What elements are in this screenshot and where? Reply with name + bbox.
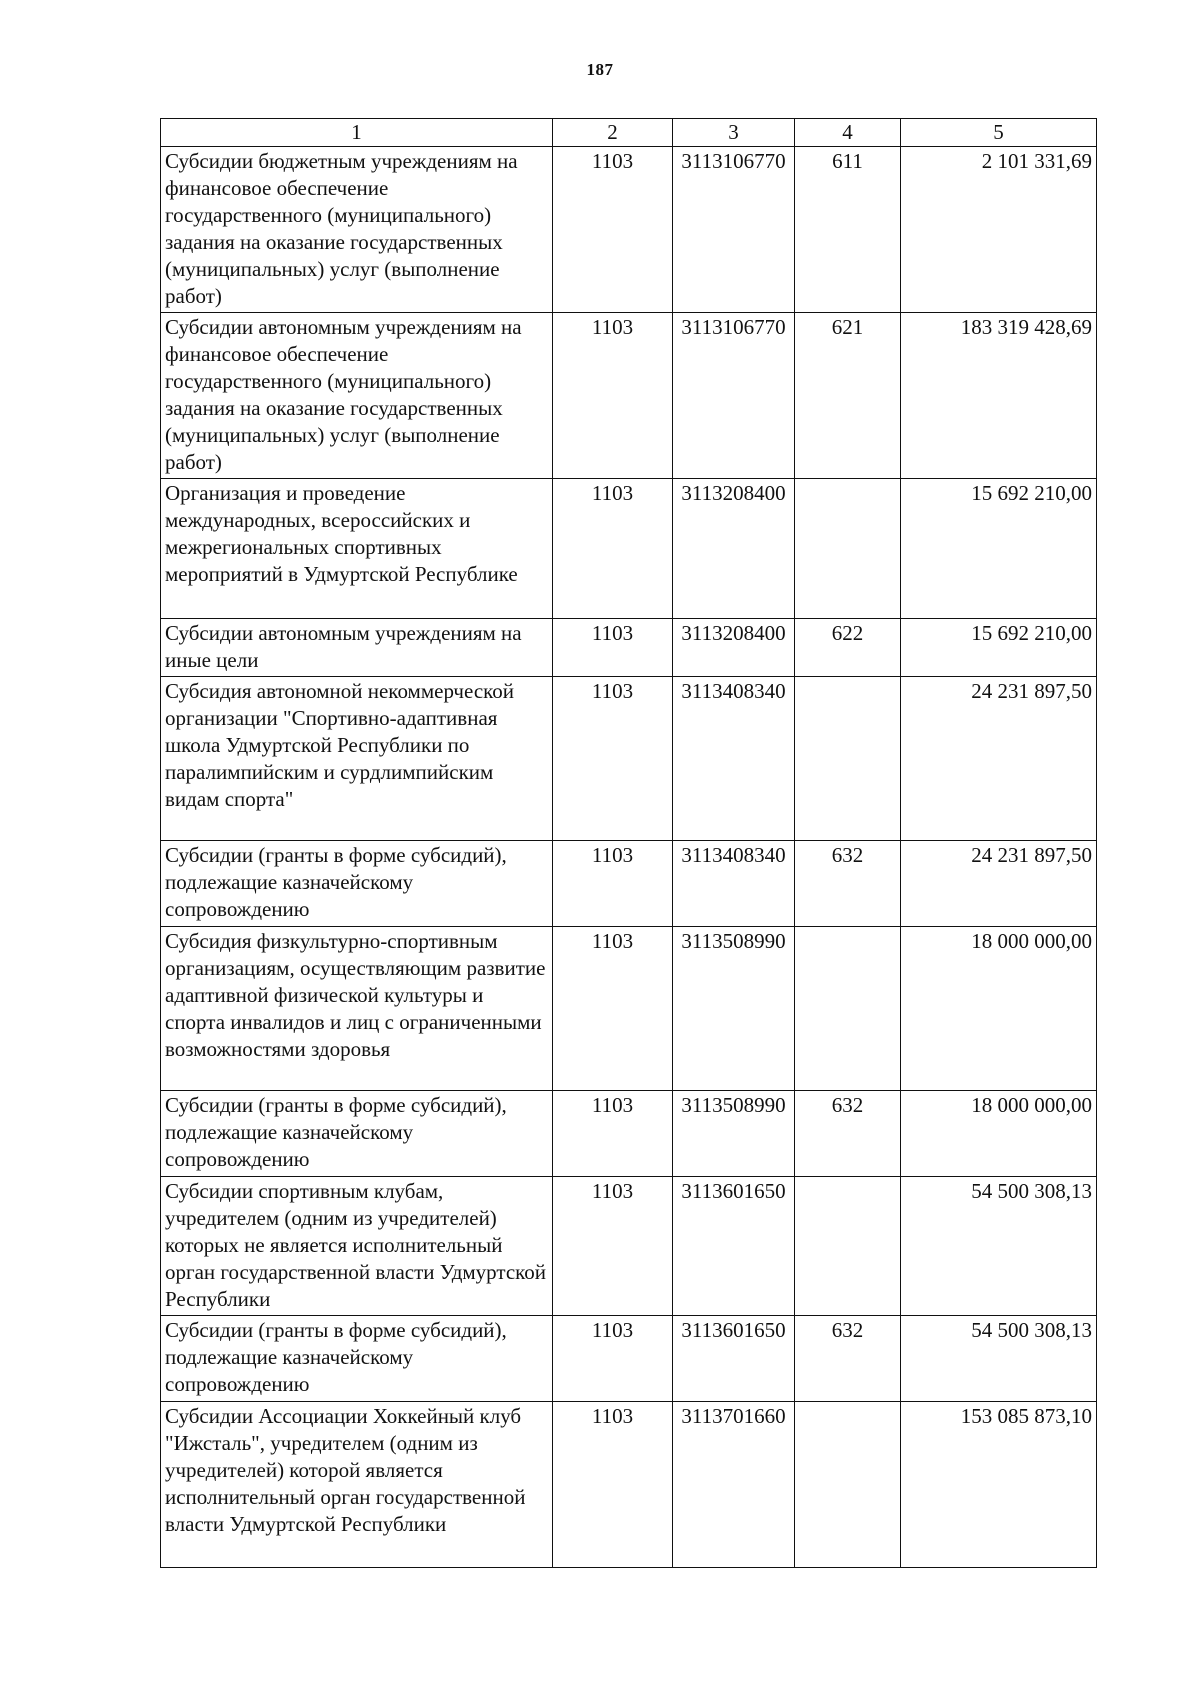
table-row xyxy=(161,1091,1097,1177)
row-target: 3113208400 xyxy=(673,619,795,677)
header-col-expense-type: 4 xyxy=(795,119,901,147)
row-target: 3113701660 xyxy=(673,1402,795,1568)
row-amount: 24 231 897,50 xyxy=(901,677,1097,841)
row-section: 1103 xyxy=(553,313,673,479)
row-amount: 183 319 428,69 xyxy=(901,313,1097,479)
row-section: 1103 xyxy=(553,147,673,313)
row-target: 3113601650 xyxy=(673,1177,795,1316)
row-amount: 153 085 873,10 xyxy=(901,1402,1097,1568)
header-row xyxy=(161,119,1097,147)
row-expense-type xyxy=(795,1177,901,1316)
row-section: 1103 xyxy=(553,1177,673,1316)
row-amount: 18 000 000,00 xyxy=(901,1091,1097,1177)
row-name: Субсидии бюджетным учреждениям на финансовое обеспечение государственного (муниципального) задания на оказание государственных (муниципальных) услуг (выполнение работ) xyxy=(161,147,553,313)
row-target: 3113208400 xyxy=(673,479,795,619)
row-section: 1103 xyxy=(553,841,673,927)
table-row xyxy=(161,619,1097,677)
row-name: Субсидии Ассоциации Хоккейный клуб "Ижсталь", учредителем (одним из учредителей) которой является исполнительный орган государственной власти Удмуртской Республики xyxy=(161,1402,553,1568)
row-name: Субсидии (гранты в форме субсидий), подлежащие казначейскому сопровождению xyxy=(161,841,553,927)
row-section: 1103 xyxy=(553,619,673,677)
row-target: 3113601650 xyxy=(673,1316,795,1402)
table-body xyxy=(161,147,1097,1568)
row-name: Организация и проведение международных, всероссийских и межрегиональных спортивных мероприятий в Удмуртской Республике xyxy=(161,479,553,619)
row-section: 1103 xyxy=(553,1091,673,1177)
row-amount: 2 101 331,69 xyxy=(901,147,1097,313)
row-amount: 24 231 897,50 xyxy=(901,841,1097,927)
table-header xyxy=(161,119,1097,147)
row-amount: 18 000 000,00 xyxy=(901,927,1097,1091)
row-name: Субсидии автономным учреждениям на финансовое обеспечение государственного (муниципального) задания на оказание государственных (муниципальных) услуг (выполнение работ) xyxy=(161,313,553,479)
row-expense-type: 632 xyxy=(795,1091,901,1177)
header-col-section: 2 xyxy=(553,119,673,147)
row-name: Субсидии автономным учреждениям на иные цели xyxy=(161,619,553,677)
row-expense-type xyxy=(795,927,901,1091)
row-name: Субсидия физкультурно-спортивным организациям, осуществляющим развитие адаптивной физической культуры и спорта инвалидов и лиц с ограниченными возможностями здоровья xyxy=(161,927,553,1091)
row-expense-type xyxy=(795,677,901,841)
budget-table xyxy=(160,118,1097,1568)
table-row xyxy=(161,1316,1097,1402)
row-expense-type xyxy=(795,479,901,619)
table-row xyxy=(161,1177,1097,1316)
row-target: 3113106770 xyxy=(673,313,795,479)
row-section: 1103 xyxy=(553,479,673,619)
header-col-amount: 5 xyxy=(901,119,1097,147)
row-expense-type: 621 xyxy=(795,313,901,479)
row-amount: 15 692 210,00 xyxy=(901,619,1097,677)
header-col-target: 3 xyxy=(673,119,795,147)
row-expense-type: 632 xyxy=(795,1316,901,1402)
table-row xyxy=(161,1402,1097,1568)
table-row xyxy=(161,313,1097,479)
row-expense-type: 611 xyxy=(795,147,901,313)
row-section: 1103 xyxy=(553,927,673,1091)
table-row xyxy=(161,147,1097,313)
row-target: 3113106770 xyxy=(673,147,795,313)
row-expense-type: 632 xyxy=(795,841,901,927)
row-name: Субсидия автономной некоммерческой организации "Спортивно-адаптивная школа Удмуртской Республики по паралимпийским и сурдлимпийским видам спорта" xyxy=(161,677,553,841)
row-target: 3113508990 xyxy=(673,1091,795,1177)
row-expense-type xyxy=(795,1402,901,1568)
table-row xyxy=(161,841,1097,927)
row-target: 3113508990 xyxy=(673,927,795,1091)
table-row xyxy=(161,677,1097,841)
row-name: Субсидии (гранты в форме субсидий), подлежащие казначейскому сопровождению xyxy=(161,1316,553,1402)
row-amount: 15 692 210,00 xyxy=(901,479,1097,619)
table-row xyxy=(161,927,1097,1091)
row-target: 3113408340 xyxy=(673,677,795,841)
row-amount: 54 500 308,13 xyxy=(901,1177,1097,1316)
row-name: Субсидии (гранты в форме субсидий), подлежащие казначейскому сопровождению xyxy=(161,1091,553,1177)
row-name: Субсидии спортивным клубам, учредителем (одним из учредителей) которых не является исполнительный орган государственной власти Удмуртской Республики xyxy=(161,1177,553,1316)
row-expense-type: 622 xyxy=(795,619,901,677)
row-amount: 54 500 308,13 xyxy=(901,1316,1097,1402)
row-section: 1103 xyxy=(553,677,673,841)
header-col-name: 1 xyxy=(161,119,553,147)
page-number: 187 xyxy=(586,60,614,79)
row-target: 3113408340 xyxy=(673,841,795,927)
row-section: 1103 xyxy=(553,1316,673,1402)
row-section: 1103 xyxy=(553,1402,673,1568)
table-row xyxy=(161,479,1097,619)
